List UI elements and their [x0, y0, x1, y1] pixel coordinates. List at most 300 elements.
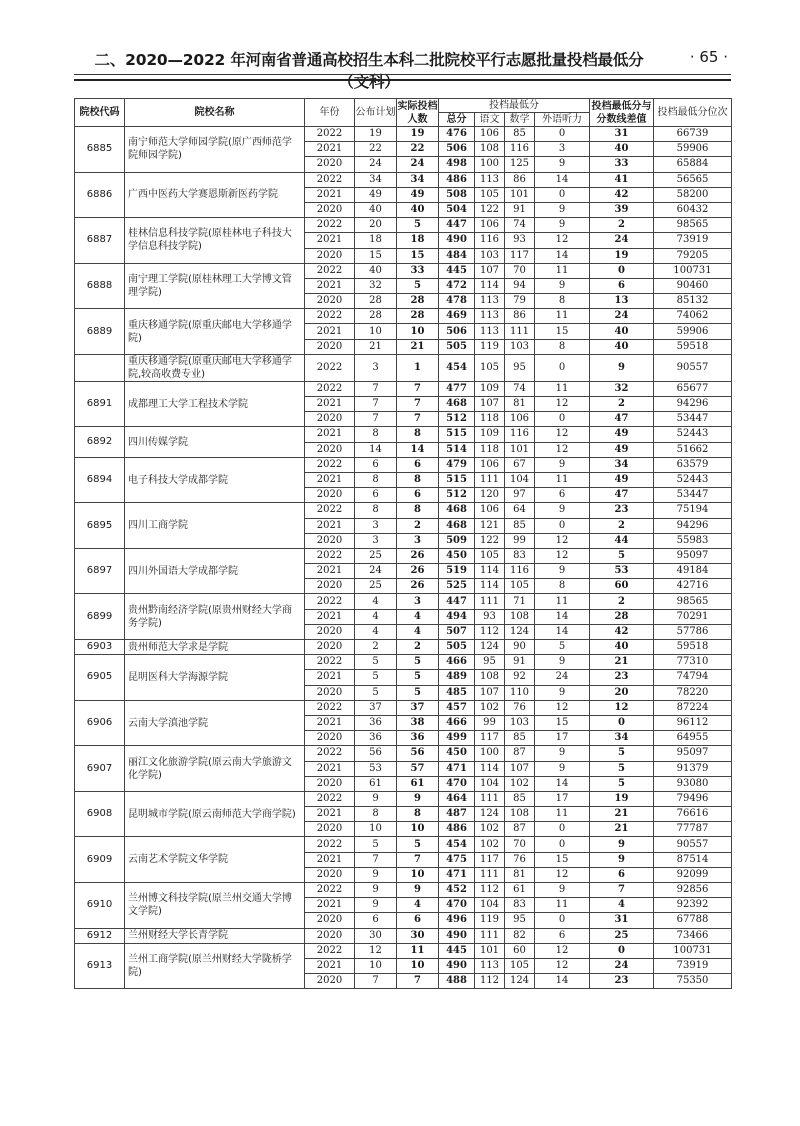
- cell-year: 2022: [305, 594, 355, 609]
- cell-chinese: 106: [475, 457, 505, 472]
- cell-foreign: 17: [535, 791, 590, 806]
- cell-chinese: 113: [475, 958, 505, 973]
- cell-chinese: 108: [475, 670, 505, 685]
- cell-foreign: 6: [535, 488, 590, 503]
- cell-math: 95: [505, 913, 535, 928]
- school-name: 云南大学滇池学院: [125, 700, 305, 746]
- cell-year: 2020: [305, 913, 355, 928]
- cell-chinese: 111: [475, 928, 505, 943]
- cell-math: 107: [505, 761, 535, 776]
- cell-actual: 5: [397, 685, 439, 700]
- cell-actual: 1: [397, 354, 439, 381]
- cell-year: 2020: [305, 867, 355, 882]
- cell-total: 445: [439, 263, 475, 278]
- cell-actual: 34: [397, 172, 439, 187]
- cell-diff: 40: [590, 339, 654, 354]
- cell-plan: 22: [355, 142, 397, 157]
- cell-year: 2022: [305, 263, 355, 278]
- cell-chinese: 113: [475, 294, 505, 309]
- cell-year: 2020: [305, 533, 355, 548]
- cell-year: 2021: [305, 564, 355, 579]
- cell-rank: 90460: [654, 278, 732, 293]
- cell-math: 85: [505, 731, 535, 746]
- cell-year: 2020: [305, 488, 355, 503]
- cell-math: 85: [505, 791, 535, 806]
- cell-foreign: 0: [535, 354, 590, 381]
- cell-actual: 37: [397, 700, 439, 715]
- cell-chinese: 99: [475, 715, 505, 730]
- cell-actual: 7: [397, 397, 439, 412]
- cell-diff: 33: [590, 157, 654, 172]
- cell-rank: 79496: [654, 791, 732, 806]
- cell-foreign: 14: [535, 172, 590, 187]
- col-math: 数学: [505, 113, 535, 127]
- cell-rank: 65677: [654, 381, 732, 396]
- cell-rank: 90557: [654, 354, 732, 381]
- cell-year: 2020: [305, 294, 355, 309]
- cell-foreign: 11: [535, 381, 590, 396]
- cell-year: 2021: [305, 397, 355, 412]
- cell-total: 490: [439, 958, 475, 973]
- cell-diff: 28: [590, 609, 654, 624]
- cell-year: 2022: [305, 943, 355, 958]
- cell-total: 445: [439, 943, 475, 958]
- cell-total: 504: [439, 202, 475, 217]
- cell-chinese: 124: [475, 807, 505, 822]
- cell-diff: 60: [590, 579, 654, 594]
- cell-year: 2021: [305, 427, 355, 442]
- cell-actual: 10: [397, 324, 439, 339]
- cell-actual: 2: [397, 640, 439, 655]
- cell-diff: 23: [590, 503, 654, 518]
- cell-plan: 25: [355, 579, 397, 594]
- cell-math: 93: [505, 233, 535, 248]
- cell-foreign: 24: [535, 670, 590, 685]
- table-row: [75, 263, 732, 278]
- cell-math: 64: [505, 503, 535, 518]
- school-code: 6903: [75, 640, 125, 655]
- table-row: [75, 700, 732, 715]
- cell-plan: 28: [355, 309, 397, 324]
- cell-total: 487: [439, 807, 475, 822]
- cell-diff: 24: [590, 309, 654, 324]
- cell-year: 2020: [305, 731, 355, 746]
- cell-foreign: 11: [535, 309, 590, 324]
- cell-actual: 30: [397, 928, 439, 943]
- cell-foreign: 12: [535, 442, 590, 457]
- table-row: [75, 791, 732, 806]
- cell-rank: 94296: [654, 518, 732, 533]
- cell-foreign: 9: [535, 278, 590, 293]
- cell-plan: 53: [355, 761, 397, 776]
- cell-plan: 6: [355, 913, 397, 928]
- cell-foreign: 8: [535, 339, 590, 354]
- cell-foreign: 14: [535, 974, 590, 989]
- school-code: 6912: [75, 928, 125, 943]
- cell-plan: 4: [355, 624, 397, 639]
- cell-total: 468: [439, 518, 475, 533]
- cell-plan: 18: [355, 233, 397, 248]
- cell-actual: 21: [397, 339, 439, 354]
- cell-total: 475: [439, 852, 475, 867]
- cell-plan: 34: [355, 172, 397, 187]
- cell-foreign: 14: [535, 248, 590, 263]
- school-name: 南宁师范大学师园学院(原广西师范学院师园学院): [125, 127, 305, 173]
- cell-math: 101: [505, 187, 535, 202]
- cell-total: 471: [439, 761, 475, 776]
- cell-actual: 26: [397, 564, 439, 579]
- cell-foreign: 9: [535, 202, 590, 217]
- cell-foreign: 8: [535, 579, 590, 594]
- cell-diff: 47: [590, 488, 654, 503]
- cell-diff: 40: [590, 324, 654, 339]
- table-row: [75, 309, 732, 324]
- table-row: [75, 837, 732, 852]
- cell-rank: 92099: [654, 867, 732, 882]
- cell-chinese: 112: [475, 883, 505, 898]
- cell-rank: 49184: [654, 564, 732, 579]
- cell-foreign: 8: [535, 294, 590, 309]
- cell-diff: 2: [590, 594, 654, 609]
- cell-total: 468: [439, 397, 475, 412]
- cell-rank: 42716: [654, 579, 732, 594]
- cell-year: 2022: [305, 700, 355, 715]
- cell-actual: 56: [397, 746, 439, 761]
- cell-foreign: 9: [535, 685, 590, 700]
- cell-year: 2022: [305, 655, 355, 670]
- col-year: 年份: [305, 99, 355, 127]
- cell-math: 101: [505, 442, 535, 457]
- cell-total: 472: [439, 278, 475, 293]
- cell-year: 2020: [305, 974, 355, 989]
- cell-plan: 32: [355, 278, 397, 293]
- cell-math: 104: [505, 472, 535, 487]
- cell-plan: 8: [355, 503, 397, 518]
- cell-foreign: 3: [535, 142, 590, 157]
- cell-actual: 7: [397, 412, 439, 427]
- school-name: 昆明医科大学海源学院: [125, 655, 305, 701]
- cell-chinese: 95: [475, 655, 505, 670]
- cell-rank: 91379: [654, 761, 732, 776]
- cell-plan: 2: [355, 640, 397, 655]
- cell-diff: 21: [590, 822, 654, 837]
- cell-math: 76: [505, 700, 535, 715]
- school-code: 6906: [75, 700, 125, 746]
- cell-rank: 57786: [654, 624, 732, 639]
- cell-plan: 3: [355, 518, 397, 533]
- cell-diff: 0: [590, 263, 654, 278]
- cell-rank: 55983: [654, 533, 732, 548]
- cell-math: 82: [505, 928, 535, 943]
- cell-foreign: 14: [535, 609, 590, 624]
- col-plan: 公布计划: [355, 99, 397, 127]
- cell-year: 2022: [305, 381, 355, 396]
- cell-diff: 19: [590, 791, 654, 806]
- cell-foreign: 9: [535, 157, 590, 172]
- cell-chinese: 114: [475, 564, 505, 579]
- cell-chinese: 105: [475, 187, 505, 202]
- cell-rank: 59906: [654, 142, 732, 157]
- cell-chinese: 93: [475, 609, 505, 624]
- cell-chinese: 113: [475, 309, 505, 324]
- cell-diff: 39: [590, 202, 654, 217]
- cell-math: 103: [505, 339, 535, 354]
- cell-foreign: 12: [535, 548, 590, 563]
- cell-actual: 5: [397, 278, 439, 293]
- cell-total: 512: [439, 412, 475, 427]
- cell-diff: 4: [590, 898, 654, 913]
- cell-plan: 6: [355, 488, 397, 503]
- cell-chinese: 105: [475, 548, 505, 563]
- cell-actual: 49: [397, 187, 439, 202]
- cell-chinese: 100: [475, 746, 505, 761]
- school-code: 6910: [75, 883, 125, 929]
- cell-year: 2022: [305, 172, 355, 187]
- cell-year: 2021: [305, 233, 355, 248]
- cell-chinese: 102: [475, 837, 505, 852]
- cell-total: 454: [439, 837, 475, 852]
- cell-total: 466: [439, 715, 475, 730]
- school-name: 贵州黔南经济学院(原贵州财经大学商务学院): [125, 594, 305, 640]
- cell-rank: 95097: [654, 548, 732, 563]
- cell-diff: 31: [590, 913, 654, 928]
- cell-actual: 3: [397, 533, 439, 548]
- school-code: 6907: [75, 746, 125, 792]
- cell-diff: 2: [590, 518, 654, 533]
- cell-total: 468: [439, 503, 475, 518]
- cell-math: 91: [505, 202, 535, 217]
- cell-foreign: 12: [535, 533, 590, 548]
- cell-rank: 77310: [654, 655, 732, 670]
- cell-year: 2020: [305, 202, 355, 217]
- cell-year: 2022: [305, 354, 355, 381]
- cell-year: 2022: [305, 218, 355, 233]
- cell-actual: 28: [397, 294, 439, 309]
- school-code: 6913: [75, 943, 125, 989]
- cell-chinese: 105: [475, 354, 505, 381]
- cell-diff: 5: [590, 761, 654, 776]
- cell-total: 507: [439, 624, 475, 639]
- school-code: 6892: [75, 427, 125, 457]
- cell-plan: 9: [355, 791, 397, 806]
- cell-foreign: 15: [535, 324, 590, 339]
- cell-total: 508: [439, 187, 475, 202]
- cell-chinese: 107: [475, 263, 505, 278]
- cell-diff: 24: [590, 958, 654, 973]
- table-row: [75, 503, 732, 518]
- cell-year: 2021: [305, 761, 355, 776]
- cell-chinese: 109: [475, 381, 505, 396]
- cell-rank: 63579: [654, 457, 732, 472]
- cell-plan: 5: [355, 685, 397, 700]
- cell-diff: 7: [590, 883, 654, 898]
- cell-rank: 64955: [654, 731, 732, 746]
- cell-year: 2021: [305, 609, 355, 624]
- cell-plan: 15: [355, 248, 397, 263]
- cell-rank: 59518: [654, 640, 732, 655]
- cell-foreign: 15: [535, 852, 590, 867]
- header-rule-thin: [74, 74, 731, 75]
- cell-rank: 65884: [654, 157, 732, 172]
- school-name: 贵州师范大学求是学院: [125, 640, 305, 655]
- cell-chinese: 118: [475, 412, 505, 427]
- cell-math: 116: [505, 427, 535, 442]
- cell-actual: 3: [397, 594, 439, 609]
- cell-diff: 40: [590, 640, 654, 655]
- cell-plan: 3: [355, 533, 397, 548]
- cell-diff: 49: [590, 472, 654, 487]
- table-row: [75, 127, 732, 142]
- school-code: 6888: [75, 263, 125, 309]
- page-number: · 65 ·: [689, 48, 728, 66]
- cell-rank: 52443: [654, 427, 732, 442]
- school-name: 四川工商学院: [125, 503, 305, 549]
- cell-foreign: 14: [535, 624, 590, 639]
- cell-total: 452: [439, 883, 475, 898]
- cell-total: 489: [439, 670, 475, 685]
- cell-actual: 8: [397, 472, 439, 487]
- cell-rank: 87224: [654, 700, 732, 715]
- school-name: 成都理工大学工程技术学院: [125, 381, 305, 427]
- cell-foreign: 0: [535, 518, 590, 533]
- cell-plan: 24: [355, 157, 397, 172]
- cell-math: 110: [505, 685, 535, 700]
- cell-actual: 8: [397, 427, 439, 442]
- cell-actual: 10: [397, 822, 439, 837]
- cell-rank: 76616: [654, 807, 732, 822]
- cell-math: 86: [505, 309, 535, 324]
- cell-chinese: 104: [475, 898, 505, 913]
- cell-year: 2021: [305, 807, 355, 822]
- cell-rank: 95097: [654, 746, 732, 761]
- cell-foreign: 17: [535, 731, 590, 746]
- cell-foreign: 0: [535, 822, 590, 837]
- cell-math: 116: [505, 564, 535, 579]
- cell-rank: 60432: [654, 202, 732, 217]
- school-code: 6897: [75, 548, 125, 594]
- col-chinese: 语文: [475, 113, 505, 127]
- cell-total: 450: [439, 548, 475, 563]
- cell-actual: 6: [397, 488, 439, 503]
- school-code: 6908: [75, 791, 125, 837]
- cell-math: 61: [505, 883, 535, 898]
- cell-plan: 56: [355, 746, 397, 761]
- cell-total: 490: [439, 928, 475, 943]
- table-row: [75, 457, 732, 472]
- cell-foreign: 15: [535, 715, 590, 730]
- page-header: [80, 48, 728, 91]
- cell-plan: 36: [355, 715, 397, 730]
- cell-math: 67: [505, 457, 535, 472]
- cell-chinese: 103: [475, 248, 505, 263]
- cell-actual: 9: [397, 883, 439, 898]
- cell-total: 505: [439, 339, 475, 354]
- cell-total: 464: [439, 791, 475, 806]
- cell-actual: 40: [397, 202, 439, 217]
- cell-chinese: 106: [475, 127, 505, 142]
- cell-math: 108: [505, 807, 535, 822]
- school-name: 重庆移通学院(原重庆邮电大学移通学院,较高收费专业): [125, 354, 305, 381]
- cell-rank: 94296: [654, 397, 732, 412]
- cell-actual: 5: [397, 218, 439, 233]
- cell-foreign: 9: [535, 883, 590, 898]
- cell-rank: 52443: [654, 472, 732, 487]
- cell-year: 2021: [305, 324, 355, 339]
- cell-rank: 79205: [654, 248, 732, 263]
- cell-diff: 12: [590, 700, 654, 715]
- cell-chinese: 117: [475, 852, 505, 867]
- cell-year: 2020: [305, 579, 355, 594]
- cell-rank: 59518: [654, 339, 732, 354]
- cell-rank: 70291: [654, 609, 732, 624]
- cell-total: 512: [439, 488, 475, 503]
- cell-total: 457: [439, 700, 475, 715]
- cell-year: 2020: [305, 248, 355, 263]
- col-code: 院校代码: [75, 99, 125, 127]
- cell-math: 76: [505, 852, 535, 867]
- cell-year: 2021: [305, 715, 355, 730]
- cell-actual: 24: [397, 157, 439, 172]
- cell-foreign: 5: [535, 640, 590, 655]
- cell-actual: 26: [397, 579, 439, 594]
- cell-foreign: 9: [535, 655, 590, 670]
- cell-chinese: 101: [475, 943, 505, 958]
- col-actual: 实际投档人数: [397, 100, 438, 125]
- cell-chinese: 119: [475, 913, 505, 928]
- cell-plan: 36: [355, 731, 397, 746]
- cell-year: 2022: [305, 548, 355, 563]
- col-min-score-group: 投档最低分: [439, 99, 590, 113]
- cell-total: 486: [439, 172, 475, 187]
- cell-year: 2022: [305, 309, 355, 324]
- school-name: 南宁理工学院(原桂林理工大学博文管理学院): [125, 263, 305, 309]
- cell-total: 506: [439, 324, 475, 339]
- cell-actual: 11: [397, 943, 439, 958]
- cell-math: 85: [505, 127, 535, 142]
- cell-plan: 19: [355, 127, 397, 142]
- cell-diff: 9: [590, 837, 654, 852]
- cell-math: 125: [505, 157, 535, 172]
- cell-year: 2022: [305, 746, 355, 761]
- cell-rank: 67788: [654, 913, 732, 928]
- table-body: [75, 127, 732, 989]
- cell-rank: 66739: [654, 127, 732, 142]
- school-code: 6886: [75, 172, 125, 218]
- cell-actual: 4: [397, 898, 439, 913]
- cell-plan: 24: [355, 564, 397, 579]
- cell-total: 469: [439, 309, 475, 324]
- cell-foreign: 9: [535, 218, 590, 233]
- table-header: [75, 99, 732, 127]
- cell-diff: 42: [590, 187, 654, 202]
- cell-diff: 41: [590, 172, 654, 187]
- cell-foreign: 12: [535, 700, 590, 715]
- school-name: 兰州财经大学长青学院: [125, 928, 305, 943]
- school-code: 6891: [75, 381, 125, 427]
- cell-diff: 2: [590, 397, 654, 412]
- cell-plan: 7: [355, 412, 397, 427]
- cell-actual: 5: [397, 837, 439, 852]
- page-title: 二、2020—2022 年河南省普通高校招生本科二批院校平行志愿批量投档最低分（文科）: [94, 51, 644, 91]
- cell-rank: 100731: [654, 943, 732, 958]
- cell-total: 476: [439, 127, 475, 142]
- cell-plan: 20: [355, 218, 397, 233]
- cell-total: 515: [439, 472, 475, 487]
- cell-foreign: 6: [535, 928, 590, 943]
- school-code: 6895: [75, 503, 125, 549]
- cell-chinese: 121: [475, 518, 505, 533]
- cell-chinese: 106: [475, 503, 505, 518]
